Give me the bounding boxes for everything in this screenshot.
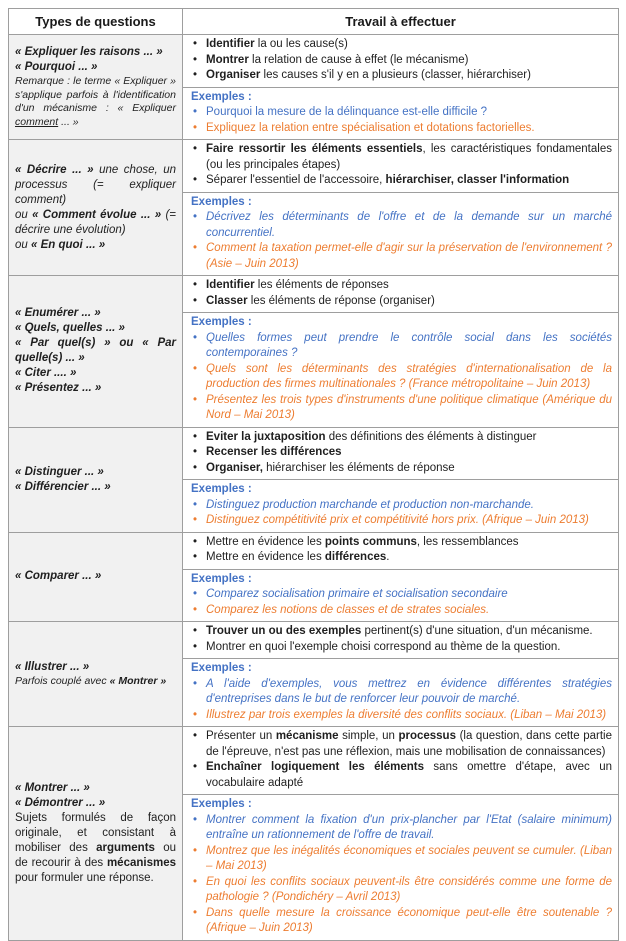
work-item-text: [206, 445, 612, 461]
work-item-text: [206, 142, 612, 173]
bullet-icon: •: [193, 461, 198, 474]
text-run: Remarque : le terme « Expliquer » s'applique parfois à l'identification d'un mécanisme : « Expliquer: [15, 75, 176, 114]
table-body: [9, 35, 619, 941]
text-run: Faire ressortir les éléments essentiels: [206, 143, 423, 155]
work-cell: [183, 727, 619, 795]
question-type-text: [15, 60, 176, 75]
work-item: [191, 142, 612, 173]
text-run: ou: [15, 238, 31, 251]
question-type-cell: [9, 140, 183, 276]
example-item-text: En quoi les conflits sociaux peuvent-ils être considérés comme une forme de pathologie ? (Pondichéry – Avril 2013): [206, 875, 612, 903]
text-run: « Comment évolue ... »: [32, 208, 162, 221]
text-run: sans omettre d'étape, avec un vocabulaire adapté: [206, 761, 612, 789]
examples-cell: [183, 795, 619, 941]
bullet-icon: •: [193, 294, 198, 307]
column-header-types: Types de questions: [9, 9, 183, 35]
text-run: simple, un: [338, 730, 399, 742]
text-run: , les ressemblances: [416, 535, 519, 548]
examples-cell: [183, 569, 619, 622]
text-run: ... »: [58, 115, 79, 128]
question-type-cell: [9, 427, 183, 532]
text-run: « Démontrer ... »: [15, 796, 106, 809]
question-type-text: [15, 163, 176, 208]
text-run: les éléments de réponse (organiser): [247, 294, 435, 307]
bullet-icon: •: [193, 174, 198, 186]
examples-label: Exemples :: [191, 483, 252, 495]
work-item-text: [206, 550, 612, 566]
text-run: « Montrer »: [109, 674, 167, 687]
table-row: [9, 276, 619, 313]
question-type-text: [15, 208, 176, 238]
bullet-icon: •: [193, 69, 198, 81]
table-row: [9, 427, 619, 480]
text-run: « Présentez ... »: [15, 382, 102, 395]
question-type-text: [15, 321, 176, 336]
text-run: « Décrire ... »: [15, 163, 94, 176]
bullet-icon: •: [193, 38, 198, 50]
work-item-text: [206, 53, 612, 69]
bullet-icon: •: [193, 677, 198, 690]
question-type-cell: [9, 532, 183, 622]
work-cell: [183, 35, 619, 88]
example-item: [191, 241, 612, 272]
example-item-text: Dans quelle mesure la croissance économique peut-elle être soutenable ? (Afrique – Juin 2013): [206, 906, 612, 934]
text-run: « Enumérer ... »: [15, 307, 101, 320]
work-item-text: [206, 760, 612, 791]
text-run: « Quels, quelles ... »: [15, 322, 125, 335]
work-item-text: [206, 640, 612, 656]
text-run: hiérarchiser les éléments de réponse: [262, 461, 455, 474]
text-run: pour formuler une réponse.: [15, 871, 154, 884]
work-cell: [183, 140, 619, 193]
text-run: Mettre en évidence les: [206, 535, 325, 548]
bullet-icon: •: [193, 498, 198, 511]
questions-table: [8, 8, 619, 941]
table-row: [9, 140, 619, 193]
bullet-icon: •: [193, 121, 198, 134]
question-type-text: [15, 796, 176, 811]
question-type-text: [15, 306, 176, 321]
work-item-text: [206, 173, 612, 189]
example-item-text: Quels sont les déterminants des stratégies d'internationalisation de la production des firmes multinationales ? (France métropolitaine – Juin 2013): [206, 362, 612, 390]
text-run: points communs: [324, 535, 417, 548]
bullet-icon: •: [193, 535, 198, 548]
work-cell: [183, 622, 619, 659]
example-item-text: Comparez les notions de classes et de strates sociales.: [206, 603, 490, 616]
question-type-text: [15, 381, 176, 396]
text-run: Présenter un: [206, 730, 276, 742]
text-run: différences: [324, 551, 387, 563]
question-type-text: [15, 238, 176, 253]
text-run: Parfois couplé avec: [15, 674, 110, 687]
example-item: [191, 393, 612, 424]
examples-cell: [183, 480, 619, 533]
examples-label: Exemples :: [191, 90, 252, 103]
work-cell: [183, 276, 619, 313]
example-item-text: Distinguez compétitivité prix et compétitivité hors prix. (Afrique – Juin 2013): [206, 514, 589, 526]
question-type-text: [15, 781, 176, 796]
examples-label: Exemples :: [191, 572, 252, 585]
question-type-cell: [9, 276, 183, 428]
text-run: Identifier: [206, 38, 255, 50]
question-type-text: [15, 45, 176, 60]
work-item: [191, 624, 612, 640]
examples-cell: [183, 192, 619, 276]
example-item: [191, 844, 612, 875]
example-item: [191, 210, 612, 241]
text-run: les éléments de réponses: [254, 279, 389, 291]
bullet-icon: •: [193, 640, 198, 653]
work-item-text: [206, 278, 612, 294]
text-run: la ou les cause(s): [254, 38, 348, 50]
example-item-text: Présentez les trois types d'instruments d'une politique climatique (Amérique du Nord – Mai 2013): [206, 393, 612, 421]
question-type-text: [15, 569, 176, 584]
work-item: [191, 68, 612, 84]
example-item: [191, 121, 612, 137]
example-item: [191, 875, 612, 906]
examples-label: Exemples :: [191, 798, 252, 810]
work-item-text: [206, 37, 612, 53]
text-run: « En quoi ... »: [31, 238, 106, 251]
table-header: [9, 9, 619, 35]
text-run: Montrer en quoi l'exemple choisi correspond au thème de la question.: [206, 640, 561, 653]
bullet-icon: •: [193, 708, 198, 721]
work-item-text: [206, 430, 612, 446]
question-type-text: [15, 366, 176, 381]
table-row: [9, 35, 619, 88]
bullet-icon: •: [193, 875, 198, 888]
text-run: Séparer l'essentiel de l'accessoire,: [206, 174, 386, 186]
question-type-text: [15, 660, 176, 675]
text-run: « Pourquoi ... »: [15, 61, 98, 73]
bullet-icon: •: [193, 53, 198, 66]
bullet-icon: •: [193, 906, 198, 919]
text-run: « Distinguer ... »: [15, 465, 104, 478]
work-item: [191, 278, 612, 294]
text-run: Trouver un ou des exemples: [206, 625, 362, 637]
work-item-text: [206, 294, 612, 310]
example-item-text: Illustrez par trois exemples la diversité des conflits sociaux. (Liban – Mai 2013): [206, 708, 607, 721]
text-run: processus: [398, 730, 456, 742]
question-type-cell: [9, 727, 183, 941]
text-run: hiérarchiser, classer l'information: [385, 174, 570, 186]
example-item-text: Distinguez production marchande et production non-marchande.: [206, 498, 534, 511]
text-run: Enchaîner logiquement les éléments: [206, 761, 425, 773]
text-run: , les caractéristiques fondamentales (ou les principales étapes): [206, 143, 612, 171]
examples-cell: [183, 313, 619, 428]
text-run: la relation de cause à effet (le mécanisme): [248, 53, 469, 66]
examples-cell: [183, 659, 619, 727]
example-item: [191, 513, 612, 529]
examples-label: Exemples :: [191, 662, 252, 674]
text-run: « Citer .... »: [15, 367, 77, 380]
text-run: « Expliquer les raisons ... »: [15, 46, 163, 58]
question-type-text: [15, 480, 176, 495]
question-type-text: [15, 675, 176, 689]
text-run: arguments: [96, 841, 155, 854]
table-row: [9, 532, 619, 569]
example-item: [191, 708, 612, 724]
table-row: [9, 622, 619, 659]
text-run: mécanisme: [275, 730, 339, 742]
example-item: [191, 498, 612, 514]
bullet-icon: •: [193, 588, 198, 600]
text-run: Organiser: [206, 69, 261, 81]
text-run: les causes s'il y en a plusieurs (classer, hiérarchiser): [260, 69, 531, 81]
text-run: ou: [15, 208, 33, 221]
text-run: (= décrire une évolution): [15, 208, 176, 236]
question-type-text: [15, 465, 176, 480]
text-run: (la question, dans cette partie de l'épreuve, n'est pas une réflexion, mais une mobilisation de connaissances): [206, 730, 612, 758]
work-item: [191, 760, 612, 791]
bullet-icon: •: [193, 730, 198, 742]
text-run: .: [386, 551, 390, 563]
example-item: [191, 587, 612, 603]
text-run: Classer: [206, 294, 248, 307]
work-item: [191, 294, 612, 310]
example-item-text: Montrer comment la fixation d'un prix-plancher par l'Etat (salaire minimum) entraîne un rationnement de l'offre de travail.: [206, 813, 612, 841]
bullet-icon: •: [193, 106, 198, 118]
example-item-text: Comment la taxation permet-elle d'agir sur la préservation de l'environnement ? (Asie – Juin 2013): [206, 242, 612, 270]
example-item: [191, 906, 612, 937]
text-run: « Différencier ... »: [15, 480, 111, 493]
text-run: une chose, un processus (= expliquer comment): [15, 163, 176, 206]
work-item: [191, 550, 612, 566]
bullet-icon: •: [193, 143, 198, 155]
bullet-icon: •: [193, 813, 198, 826]
example-item: [191, 105, 612, 121]
text-run: « Montrer ... »: [15, 781, 90, 794]
work-item: [191, 729, 612, 760]
bullet-icon: •: [193, 551, 198, 563]
work-item: [191, 461, 612, 477]
example-item: [191, 677, 612, 708]
text-run: mécanismes: [106, 856, 176, 869]
work-cell: [183, 427, 619, 480]
work-item-text: [206, 461, 612, 477]
work-item-text: [206, 68, 612, 84]
examples-label: Exemples :: [191, 195, 252, 208]
example-item: [191, 603, 612, 619]
examples-label: Exemples :: [191, 316, 252, 328]
examples-cell: [183, 87, 619, 140]
example-item-text: Décrivez les déterminants de l'offre et de la demande sur un marché concurrentiel.: [206, 211, 612, 239]
table-row: [9, 727, 619, 795]
column-header-travail: Travail à effectuer: [183, 9, 619, 35]
work-item: [191, 640, 612, 656]
bullet-icon: •: [193, 331, 198, 344]
work-item-text: [206, 729, 612, 760]
text-run: Montrer: [206, 53, 249, 66]
text-run: Organiser,: [206, 461, 263, 474]
work-item: [191, 37, 612, 53]
question-type-cell: [9, 35, 183, 140]
work-item: [191, 173, 612, 189]
bullet-icon: •: [193, 362, 198, 375]
text-run: Recenser les différences: [206, 446, 342, 458]
bullet-icon: •: [193, 279, 198, 291]
example-item-text: Montrez que les inégalités économiques et sociales peuvent se cumuler. (Liban – Mai 2013): [206, 844, 612, 872]
text-run: comment: [15, 115, 59, 128]
text-run: ou de recourir à des: [15, 841, 176, 869]
question-type-text: [15, 811, 176, 886]
example-item: [191, 331, 612, 362]
work-item: [191, 430, 612, 446]
text-run: Sujets formulés de façon originale, et consistant à mobiliser des: [15, 811, 176, 854]
bullet-icon: •: [193, 393, 198, 406]
text-run: pertinent(s) d'une situation, d'un mécanisme.: [361, 625, 593, 637]
text-run: Mettre en évidence les: [206, 551, 325, 563]
question-type-text: [15, 75, 176, 129]
text-run: « Illustrer ... »: [15, 660, 90, 673]
bullet-icon: •: [193, 211, 198, 223]
bullet-icon: •: [193, 514, 198, 526]
work-item: [191, 445, 612, 461]
question-type-text: [15, 336, 176, 366]
example-item-text: Expliquez la relation entre spécialisation et dotations factorielles.: [206, 121, 535, 134]
example-item: [191, 362, 612, 393]
bullet-icon: •: [193, 625, 198, 637]
bullet-icon: •: [193, 446, 198, 458]
bullet-icon: •: [193, 430, 198, 443]
work-item: [191, 53, 612, 69]
question-type-cell: [9, 622, 183, 727]
example-item-text: Quelles formes peut prendre le contrôle social dans les sociétés contemporaines ?: [206, 331, 612, 359]
bullet-icon: •: [193, 844, 198, 857]
text-run: Eviter la juxtaposition: [206, 430, 326, 443]
bullet-icon: •: [193, 761, 198, 773]
text-run: « Comparer ... »: [15, 570, 102, 583]
text-run: des définitions des éléments à distinguer: [325, 430, 537, 443]
work-item-text: [206, 624, 612, 640]
example-item: [191, 813, 612, 844]
example-item-text: Comparez socialisation primaire et socialisation secondaire: [206, 588, 508, 600]
work-item: [191, 535, 612, 551]
bullet-icon: •: [193, 242, 198, 254]
text-run: Identifier: [206, 279, 255, 291]
work-item-text: [206, 535, 612, 551]
text-run: « Par quel(s) » ou « Par quelle(s) ... »: [15, 337, 176, 365]
work-cell: [183, 532, 619, 569]
example-item-text: Pourquoi la mesure de la délinquance est-elle difficile ?: [206, 106, 488, 118]
example-item-text: A l'aide d'exemples, vous mettrez en évidence différentes stratégies d'entreprises dans le but de renforcer leur pouvoir de marché.: [206, 677, 612, 705]
bullet-icon: •: [193, 603, 198, 616]
